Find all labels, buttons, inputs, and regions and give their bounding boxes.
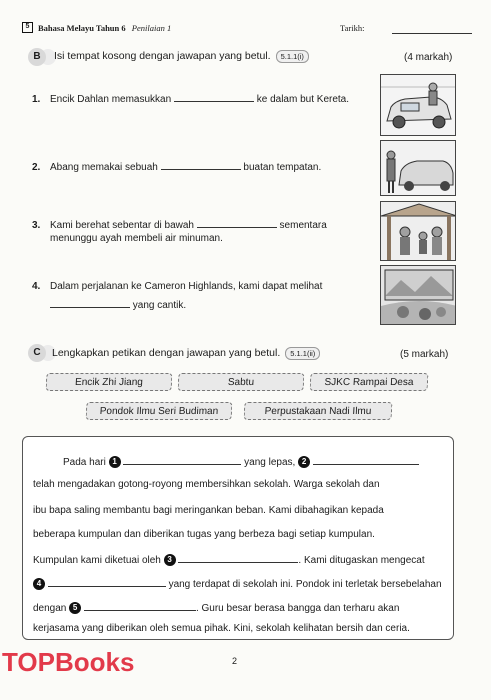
question-4-line2 xyxy=(50,298,186,313)
question-number: 4. xyxy=(32,281,41,292)
passage-line-2: telah mengadakan gotong-royong membersihkan sekolah. Warga sekolah dan xyxy=(33,479,380,490)
question-number: 1. xyxy=(32,94,41,105)
question-text-after: ke dalam but Kereta. xyxy=(256,94,350,105)
word-bank-chip[interactable]: Perpustakaan Nadi Ilmu xyxy=(244,402,393,420)
passage-line-3: ibu bapa saling membantu bagi meringankan beban. Kami dibahagikan kepada xyxy=(33,505,384,516)
book-title-sub: Penilaian 1 xyxy=(131,23,172,33)
page-header xyxy=(22,20,472,36)
section-c-code: 5.1.1(ii) xyxy=(285,347,320,360)
passage-blank-3[interactable] xyxy=(178,553,298,563)
answer-blank-4[interactable] xyxy=(50,298,130,308)
question-text-after: sementara xyxy=(279,220,327,231)
answer-blank-2[interactable] xyxy=(161,160,241,170)
brand-watermark: TOPBooks xyxy=(2,647,135,677)
passage-text: yang terdapat di sekolah ini. Pondok ini terletak bersebelahan xyxy=(168,579,442,590)
question-number: 2. xyxy=(32,162,41,173)
page-number: 2 xyxy=(232,656,238,666)
passage-blank-5[interactable] xyxy=(84,601,196,611)
question-text-before: Kami berehat sebentar di bawah xyxy=(50,220,194,231)
illustration-highlands-view xyxy=(380,265,456,325)
word-bank-chip[interactable]: Encik Zhi Jiang xyxy=(46,373,173,391)
section-c-instruction: Lengkapkan petikan dengan jawapan yang betul. xyxy=(52,347,281,359)
question-number: 3. xyxy=(32,220,41,231)
blank-marker-4: 4 xyxy=(33,578,45,590)
section-b-instruction: Isi tempat kosong dengan jawapan yang betul. xyxy=(54,50,271,62)
passage-blank-1[interactable] xyxy=(123,455,241,465)
section-c-badge: C xyxy=(28,344,46,362)
passage-line-5 xyxy=(33,553,425,566)
passage-box xyxy=(22,436,454,640)
question-text-before: Encik Dahlan memasukkan xyxy=(50,94,172,105)
passage-line-1 xyxy=(63,455,419,468)
blank-marker-2: 2 xyxy=(298,456,310,468)
blank-marker-5: 5 xyxy=(69,602,81,614)
word-bank-chip[interactable]: Pondok Ilmu Seri Budiman xyxy=(86,402,233,420)
section-b-marks: (4 markah) xyxy=(404,52,453,63)
question-text-after: buatan tempatan. xyxy=(243,162,322,173)
question-text-before: Dalam perjalanan ke Cameron Highlands, kami dapat melihat xyxy=(50,281,323,292)
section-c-marks: (5 markah) xyxy=(400,349,449,360)
date-label: Tarikh: xyxy=(340,23,365,33)
word-bank-chip[interactable]: Sabtu xyxy=(178,373,305,391)
passage-blank-4[interactable] xyxy=(48,577,166,587)
passage-blank-2[interactable] xyxy=(313,455,419,465)
question-1 xyxy=(32,92,349,107)
section-c-title xyxy=(52,347,320,359)
answer-blank-1[interactable] xyxy=(174,92,254,102)
passage-text: Pada hari xyxy=(63,457,106,468)
passage-line-4: beberapa kumpulan dan diberikan tugas yang berbeza bagi setiap kumpulan. xyxy=(33,529,375,540)
illustration-car-man xyxy=(380,140,456,196)
passage-text: yang lepas, xyxy=(244,457,296,468)
question-4 xyxy=(32,280,322,294)
section-b-badge: B xyxy=(28,48,46,66)
question-3 xyxy=(32,218,327,233)
book-title-main: Bahasa Melayu Tahun 6 xyxy=(38,23,126,33)
illustration-family-shelter xyxy=(380,201,456,261)
passage-text: dengan xyxy=(33,603,67,614)
passage-text: Kumpulan kami diketuai oleh xyxy=(33,555,161,566)
answer-blank-3[interactable] xyxy=(197,218,277,228)
passage-text: . Guru besar berasa bangga dan terharu akan xyxy=(195,603,400,614)
passage-line-8: kerjasama yang diberikan oleh semua pihak. Kini, sekolah kelihatan bersih dan ceria. xyxy=(33,623,410,634)
question-2 xyxy=(32,160,321,175)
passage-line-6 xyxy=(33,577,442,590)
blank-marker-3: 3 xyxy=(164,554,176,566)
illustration-car-boot xyxy=(380,74,456,136)
book-title xyxy=(38,23,171,33)
passage-text: . Kami ditugaskan mengecat xyxy=(298,555,425,566)
date-field[interactable] xyxy=(392,33,472,34)
question-text-before: Abang memakai sebuah xyxy=(50,162,158,173)
section-b-code: 5.1.1(i) xyxy=(276,50,309,63)
publisher-logo: 5 xyxy=(22,22,33,33)
question-text-after: yang cantik. xyxy=(132,300,187,311)
question-3-line2: menunggu ayah membeli air minuman. xyxy=(50,233,223,244)
blank-marker-1: 1 xyxy=(109,456,121,468)
passage-line-7 xyxy=(33,601,399,614)
section-b-title xyxy=(54,50,309,62)
word-bank-chip[interactable]: SJKC Rampai Desa xyxy=(310,373,429,391)
